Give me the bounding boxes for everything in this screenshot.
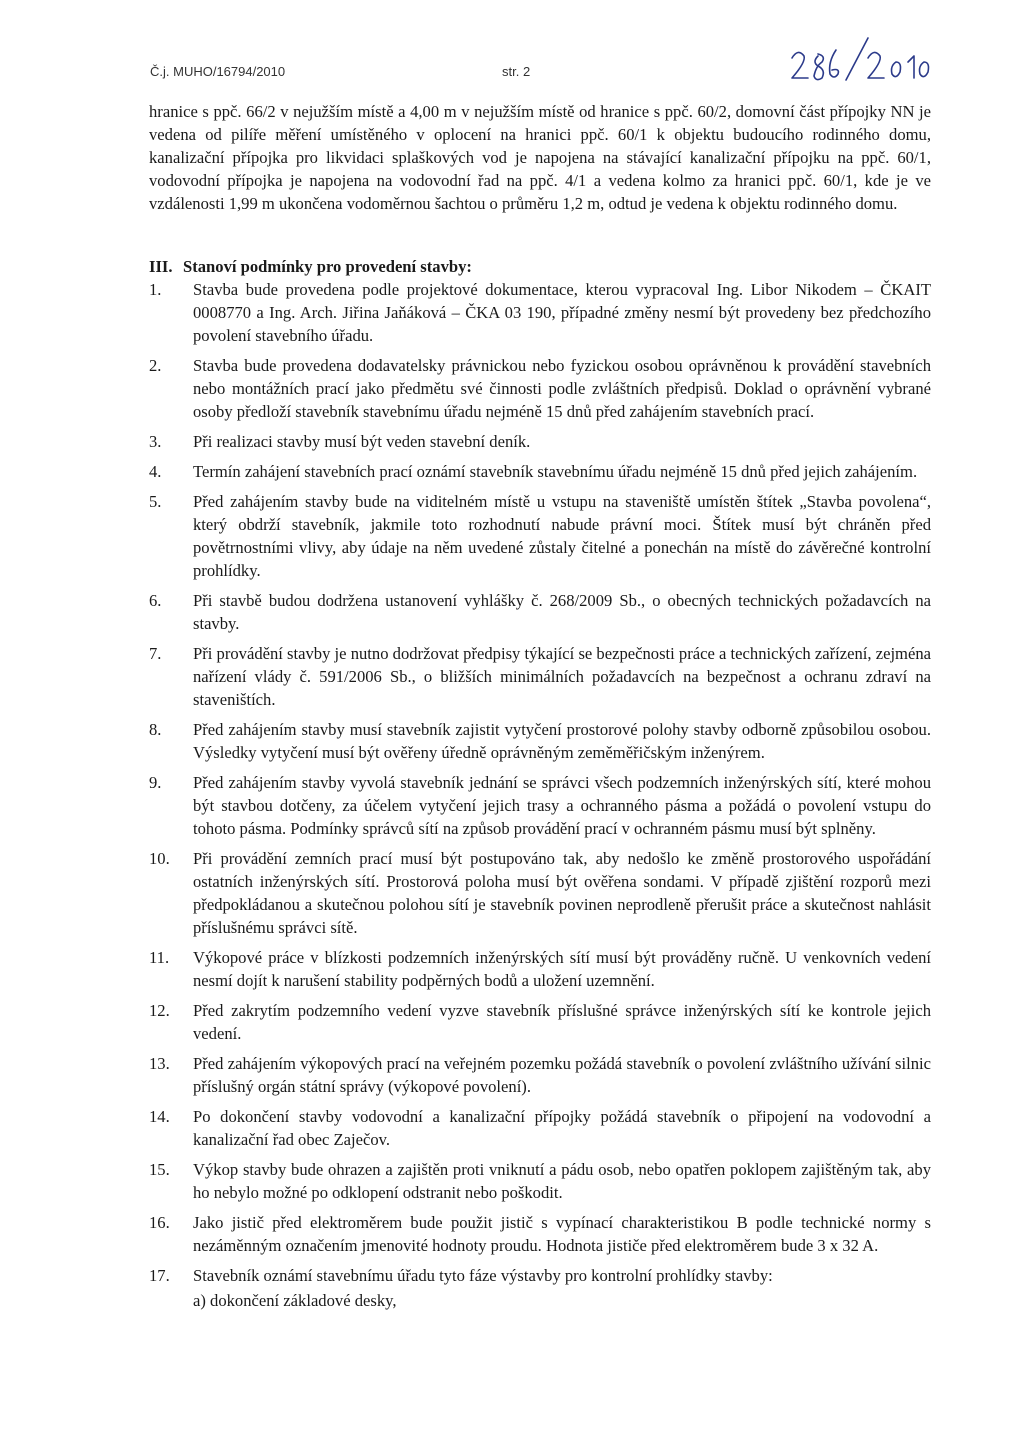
condition-subitem: a) dokončení základové desky,: [193, 1291, 397, 1310]
condition-item: 4. Termín zahájení stavebních prací oznámí stavebník stavebnímu úřadu nejméně 15 dnů před jejich zahájením.: [149, 462, 918, 481]
condition-item: 13. Před zahájením výkopových prací na veřejném pozemku požádá stavebník o povolení zvláštního užívání silnic příslušný orgán státní správy (výkopové povolení).: [149, 1054, 931, 1096]
condition-text: Stavebník oznámí stavebnímu úřadu tyto fáze výstavby pro kontrolní prohlídky stavby:: [193, 1266, 773, 1285]
condition-item: 3. Při realizaci stavby musí být veden stavební deník.: [149, 432, 531, 451]
page-number: str. 2: [502, 64, 531, 79]
condition-item: 5. Před zahájením stavby bude na viditelném místě u vstupu na staveniště umístěn štítek „Stavba povolena“, který obdrží stavebník, jakmile toto rozhodnutí nabude právní moci. Štítek musí být chráněn před povětrnostními vlivy, aby údaje na něm uvedené zůstaly čitelné a ponechán na místě do závěrečné kontrolní prohlídky.: [149, 492, 931, 580]
section-title: Stanoví podmínky pro provedení stavby:: [183, 257, 472, 276]
condition-item: 1. Stavba bude provedena podle projektové dokumentace, kterou vypracoval Ing. Libor Nikodem – ČKAIT 0008770 a Ing. Arch. Jiřina Jaňáková – ČKA 03 190, případné změny nesmí být provedeny bez předchozího povolení stavebního úřadu.: [149, 280, 931, 345]
condition-item: 2. Stavba bude provedena dodavatelsky právnickou nebo fyzickou osobou oprávněnou k provádění stavebních nebo montážních prací jako předmětu své činnosti podle zvláštních předpisů. Doklad o oprávnění vybrané osoby předloží stavebník stavebnímu úřadu nejméně 15 dnů před zahájením stavebních prací.: [149, 356, 931, 421]
condition-item: 7. Při provádění stavby je nutno dodržovat předpisy týkající se bezpečnosti práce a technických zařízení, zejména nařízení vlády č. 591/2006 Sb., o bližších minimálních požadavcích na bezpečnost a ochranu zdraví na staveništích.: [149, 644, 931, 709]
document-body: [149, 100, 931, 1312]
condition-item: 9. Před zahájením stavby vyvolá stavebník jednání se správci všech podzemních inženýrských sítí, které mohou být stavbou dotčeny, za účelem vytyčení jejich trasy a ochranného pásma a požádá o povolení vstupu do tohoto pásma. Podmínky správců sítí na způsob provádění prací v ochranném pásmu musí být splněny.: [149, 773, 931, 838]
condition-item: 14. Po dokončení stavby vodovodní a kanalizační přípojky požádá stavebník o připojení na vodovodní a kanalizační řad obec Zaječov.: [149, 1107, 931, 1149]
condition-item: 16. Jako jistič před elektroměrem bude použit jistič s vypínací charakteristikou B podle technické normy s nezáměnným označením jmenovité hodnoty proudu. Hodnota jističe před elektroměrem bude 3 x 32 A.: [149, 1213, 931, 1255]
section-heading: [149, 255, 931, 278]
condition-item: 6. Při stavbě budou dodržena ustanovení vyhlášky č. 268/2009 Sb., o obecných technických požadavcích na stavby.: [149, 591, 931, 633]
condition-item: 8. Před zahájením stavby musí stavebník zajistit vytyčení prostorové polohy stavby odborně způsobilou osobou. Výsledky vytyčení musí být ověřeny úředně oprávněným zeměměřičským inženýrem.: [149, 720, 931, 762]
intro-paragraph: hranice s ppč. 66/2 v nejužším místě a 4,00 m v nejužším místě od hranice s ppč. 60/2, domovní část přípojky NN je vedena od pilíře měření umístěného v oplocení na hranici ppč. 60/1 k objektu budoucího rodinného domu, kanalizační přípojka pro likvidaci splaškových vod je napojena na stávající kanalizační přípojku na ppč. 60/1, vodovodní přípojka je napojena na vodovodní řad na ppč. 4/1 a vedena kolmo za hranici ppč. 60/1, kde je ve vzdálenosti 1,99 m ukončena vodoměrnou šachtou o průměru 1,2 m, odtud je vedena k objektu rodinného domu.: [149, 102, 931, 213]
section-roman-numeral: III.: [149, 257, 173, 276]
condition-item: 12. Před zakrytím podzemního vedení vyzve stavebník příslušné správce inženýrských sítí ke kontrole jejich vedení.: [149, 1001, 931, 1043]
handwritten-registry-number: [784, 28, 934, 88]
condition-item: 15. Výkop stavby bude ohrazen a zajištěn proti vniknutí a pádu osob, nebo opatřen poklopem zajištěným tak, aby ho nebylo možné po odklopení odstranit nebo poškodit.: [149, 1160, 931, 1202]
conditions-list: [149, 278, 931, 1312]
page-header: [150, 58, 934, 88]
condition-item: 11. Výkopové práce v blízkosti podzemních inženýrských sítí musí být prováděny ručně. U venkovních vedení nesmí dojít k narušení stability podpěrných bodů a uložení uzemnění.: [149, 948, 931, 990]
reference-number: Č.j. MUHO/16794/2010: [150, 64, 286, 79]
condition-item: 17. Stavebník oznámí stavebnímu úřadu tyto fáze výstavby pro kontrolní prohlídky stavby: a) dokončení základové desky,: [149, 1264, 931, 1312]
condition-item: 10. Při provádění zemních prací musí být postupováno tak, aby nedošlo ke změně prostorového uspořádání ostatních inženýrských sítí. Prostorová poloha musí být ověřena sondami. V případě zjištění rozporů mezi předpokládanou a skutečnou polohou sítí je stavebník povinen neprodleně přerušit práce a skutečnost nahlásit příslušnému správci sítě.: [149, 849, 931, 937]
